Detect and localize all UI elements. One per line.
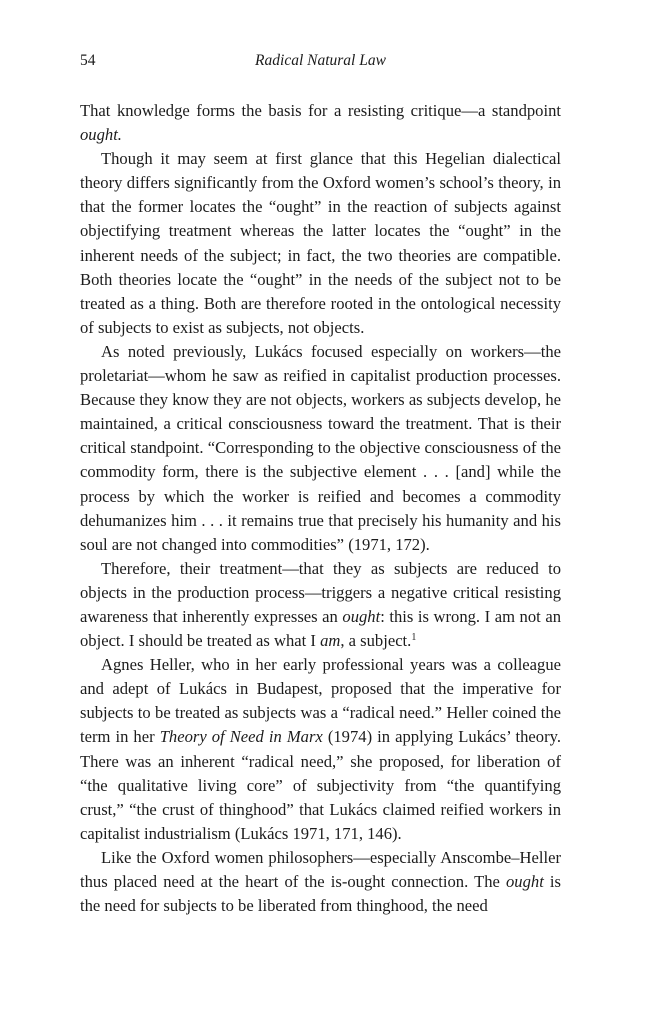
paragraph — [80, 99, 561, 147]
paragraph-text: , a subject. — [340, 631, 412, 651]
italic-text: ought — [342, 606, 381, 626]
running-head — [80, 50, 561, 72]
paragraph-text: Therefore, their treatment—that they as subjects are reduced to objects in the production process—triggers a negative critical resisting awareness that inherently expresses an — [80, 558, 561, 626]
body-text — [80, 99, 561, 918]
italic-text: ought. — [80, 125, 122, 145]
paragraph-text: Though it may seem at first glance that this Hegelian dialectical theory differs significantly from the Oxford women’s school’s theory, in that the former locates the “ought” in the reaction of subjects against objectifying treatment whereas the latter locates the “ought” in the inherent needs of the subject; in fact, the two theories are compatible. Both theories locate the “ought” in the needs of the subject not to be treated as a thing. Both are therefore rooted in the ontological necessity of subjects to exist as subjects, not objects. — [80, 149, 561, 337]
footnote-marker: 1 — [411, 632, 417, 644]
paragraph-text: (1974) in applying Lukács’ theory. There was an inherent “radical need,” she proposed, for liberation of “the qualitative living core” of subjectivity from “the quantifying crust,” “the crust of thinghood” that Lukács claimed reified workers in capitalist industrialism (Lukács 1971, 171, 146). — [80, 727, 561, 843]
paragraph-text: Agnes Heller, who in her early professional years was a colleague and adept of Lukács in Budapest, proposed that the imperative for subjects to be treated as subjects was a “radical need.” Heller coined the term in her — [80, 655, 561, 747]
paragraph-text: is the need for subjects to be liberated from thinghood, the need — [80, 872, 562, 916]
paragraph — [80, 653, 561, 846]
running-title: Radical Natural Law — [255, 52, 386, 69]
paragraph-text: : this is wrong. I am not an object. I should be treated as what I — [80, 606, 561, 651]
paragraph — [80, 557, 561, 653]
paragraph — [80, 340, 561, 557]
paragraph — [80, 846, 561, 918]
paragraph — [80, 147, 561, 340]
italic-text: am — [320, 631, 341, 651]
italic-text: Theory of Need in Marx — [159, 727, 323, 747]
page-number: 54 — [80, 52, 96, 69]
paragraph-text: Like the Oxford women philosophers—especially Anscombe–Heller thus placed need at the heart of the is-ought connection. The — [80, 847, 561, 891]
italic-text: ought — [506, 872, 544, 891]
paragraph-text: As noted previously, Lukács focused especially on workers—the proletariat—whom he saw as reified in capitalist production processes. Because they know they are not objects, workers as subjects develop, he maintained, a critical consciousness toward the treatment. That is their critical standpoint. “Corresponding to the objective consciousness of the commodity form, there is the subjective element . . . [and] while the process by which the worker is reified and becomes a commodity dehumanizes him . . . it remains true that precisely his humanity and his soul are not changed into commodities” (1971, 172). — [80, 341, 561, 554]
paragraph-text: That knowledge forms the basis for a resisting critique—a standpoint — [80, 101, 561, 120]
